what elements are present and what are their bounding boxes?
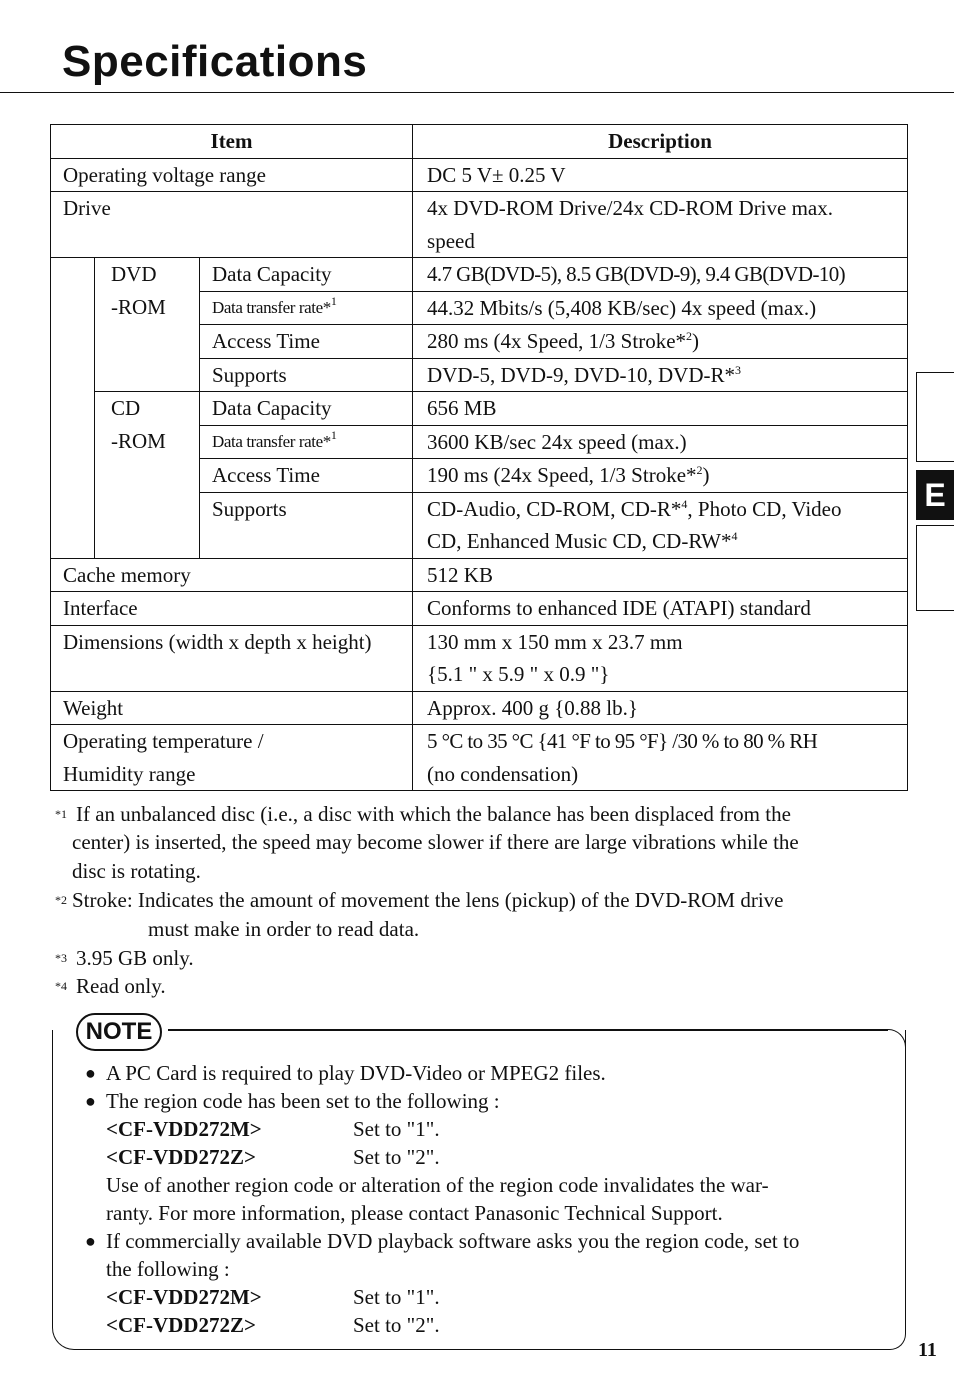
note-border-top	[168, 1029, 888, 1031]
footnote-text: Read only.	[76, 974, 166, 998]
footnote-ref: 4	[681, 496, 688, 511]
row-interface-desc: Conforms to enhanced IDE (ATAPI) standard	[413, 592, 908, 626]
value-text: , Photo CD, Video	[687, 496, 842, 521]
header-description: Description	[413, 125, 908, 159]
region-setting: Set to "1".	[353, 1285, 440, 1309]
value-text: )	[702, 463, 710, 487]
region-setting: Set to "2".	[353, 1145, 440, 1169]
footnote-marker-text: *1	[55, 807, 67, 821]
value-text: CD, Enhanced Music CD, CD-RW*	[427, 529, 732, 553]
group-label: CD	[111, 396, 141, 420]
title-divider	[0, 92, 954, 93]
row-drive-desc	[413, 192, 908, 258]
value-line: 130 mm x 150 mm x 23.7 mm	[427, 629, 683, 654]
table-row	[51, 625, 908, 691]
dvd-supports-label: Supports	[200, 358, 413, 392]
footnote-ref: 1	[330, 427, 337, 442]
label-text: Data transfer rate*	[212, 431, 331, 451]
row-dimensions-desc	[413, 625, 908, 691]
footnote-text: Stroke: Indicates the amount of movement the lens (pickup) of the DVD-ROM drive	[72, 888, 784, 912]
side-tab-frame	[916, 525, 954, 611]
row-cache-item: Cache memory	[51, 558, 413, 592]
drive-desc-line: speed	[427, 228, 475, 253]
dvd-supports-value	[413, 358, 908, 392]
row-voltage-item: Operating voltage range	[51, 158, 413, 192]
table-row	[51, 158, 908, 192]
table-row	[51, 558, 908, 592]
cd-supports-label: Supports	[200, 492, 413, 558]
row-weight-item: Weight	[51, 691, 413, 725]
row-cache-desc: 512 KB	[413, 558, 908, 592]
group-label: -ROM	[111, 428, 166, 453]
cd-capacity-label: Data Capacity	[200, 392, 413, 426]
row-weight-desc: Approx. 400 g {0.88 lb.}	[413, 691, 908, 725]
table-row	[51, 691, 908, 725]
cd-access-label: Access Time	[200, 459, 413, 493]
region-setting: Set to "1".	[353, 1117, 440, 1141]
bullet-icon: ●	[85, 1091, 96, 1111]
specifications-table	[50, 124, 908, 791]
section-tab-e: E	[916, 470, 954, 520]
region-setting: Set to "2".	[353, 1313, 440, 1337]
value-line: (no condensation)	[427, 761, 579, 786]
row-interface-item: Interface	[51, 592, 413, 626]
model-name: <CF-VDD272Z>	[106, 1313, 256, 1337]
page-number: 11	[918, 1339, 937, 1361]
value-line: 5 °C to 35 °C {41 °F to 95 °F} /30 % to 80 % RH	[427, 729, 818, 753]
model-name: <CF-VDD272M>	[106, 1285, 262, 1309]
footnote-marker-text: *2	[55, 893, 67, 907]
side-tab-frame	[916, 372, 954, 462]
dvd-transfer-label	[200, 291, 413, 325]
value-line	[427, 525, 897, 558]
note-text: the following :	[106, 1257, 230, 1281]
row-temperature-item	[51, 725, 413, 791]
group-label: DVD	[111, 262, 157, 286]
page-title: Specifications	[62, 37, 368, 86]
table-header-row	[51, 125, 908, 159]
note-badge: NOTE	[76, 1013, 162, 1051]
model-name: <CF-VDD272M>	[106, 1117, 262, 1141]
note-text: If commercially available DVD playback software asks you the region code, set to	[106, 1229, 800, 1253]
footnote-ref: 2	[686, 329, 693, 343]
dvd-capacity-value: 4.7 GB(DVD-5), 8.5 GB(DVD-9), 9.4 GB(DVD-10)	[413, 258, 908, 292]
table-row	[51, 725, 908, 791]
row-drive-item: Drive	[51, 192, 413, 258]
value-line	[427, 493, 897, 526]
cd-supports-value	[413, 492, 908, 558]
footnote-ref: 1	[330, 293, 337, 308]
note-text: A PC Card is required to play DVD-Video or MPEG2 files.	[106, 1061, 606, 1085]
footnote-ref: 3	[735, 362, 741, 377]
dvd-rom-group	[95, 258, 200, 392]
cd-access-value	[413, 459, 908, 493]
footnote-ref: 2	[696, 463, 703, 477]
value-text: 190 ms (24x Speed, 1/3 Stroke*	[427, 463, 697, 487]
value-line: {5.1 " x 5.9 " x 0.9 "}	[427, 662, 610, 686]
table-row	[51, 192, 908, 258]
row-dimensions-item: Dimensions (width x depth x height)	[51, 625, 413, 691]
footnote-text: center) is inserted, the speed may become slower if there are large vibrations while the	[72, 830, 799, 854]
footnote-text: must make in order to read data.	[148, 917, 420, 941]
item-line: Humidity range	[63, 761, 196, 786]
footnote-ref: 4	[731, 529, 738, 543]
dvd-access-value	[413, 325, 908, 359]
value-text: )	[692, 329, 700, 353]
label-text: Data transfer rate*	[212, 297, 331, 317]
value-text: 280 ms (4x Speed, 1/3 Stroke*	[427, 329, 687, 353]
cd-transfer-value: 3600 KB/sec 24x speed (max.)	[413, 425, 908, 459]
table-row	[51, 392, 908, 426]
item-line: Operating temperature /	[63, 729, 264, 753]
group-label: -ROM	[111, 294, 166, 319]
cd-capacity-value: 656 MB	[413, 392, 908, 426]
note-text: ranty. For more information, please contact Panasonic Technical Support.	[106, 1201, 723, 1225]
bullet-icon: ●	[85, 1063, 96, 1083]
drive-indent-cell	[51, 258, 95, 559]
table-row	[51, 592, 908, 626]
drive-desc-line: 4x DVD-ROM Drive/24x CD-ROM Drive max.	[427, 196, 833, 220]
footnote-text: If an unbalanced disc (i.e., a disc with which the balance has been displaced from the	[76, 802, 791, 826]
dvd-capacity-label: Data Capacity	[200, 258, 413, 292]
row-temperature-desc	[413, 725, 908, 791]
model-name: <CF-VDD272Z>	[106, 1145, 256, 1169]
footnote-text: 3.95 GB only.	[76, 946, 194, 970]
header-item: Item	[51, 125, 413, 159]
dvd-transfer-value: 44.32 Mbits/s (5,408 KB/sec) 4x speed (max.)	[413, 291, 908, 325]
dvd-access-label: Access Time	[200, 325, 413, 359]
bullet-icon: ●	[85, 1231, 96, 1251]
value-text: DVD-5, DVD-9, DVD-10, DVD-R*	[427, 362, 735, 387]
cd-transfer-label	[200, 425, 413, 459]
footnote-marker-text: *3	[55, 951, 67, 965]
value-text: CD-Audio, CD-ROM, CD-R*	[427, 496, 682, 521]
row-voltage-desc: DC 5 V± 0.25 V	[413, 158, 908, 192]
table-row	[51, 258, 908, 292]
cd-rom-group	[95, 392, 200, 559]
note-text: The region code has been set to the following :	[106, 1089, 500, 1113]
footnote-text: disc is rotating.	[72, 859, 201, 883]
note-text: Use of another region code or alteration of the region code invalidates the war-	[106, 1173, 769, 1197]
footnote-marker-text: *4	[55, 979, 67, 993]
